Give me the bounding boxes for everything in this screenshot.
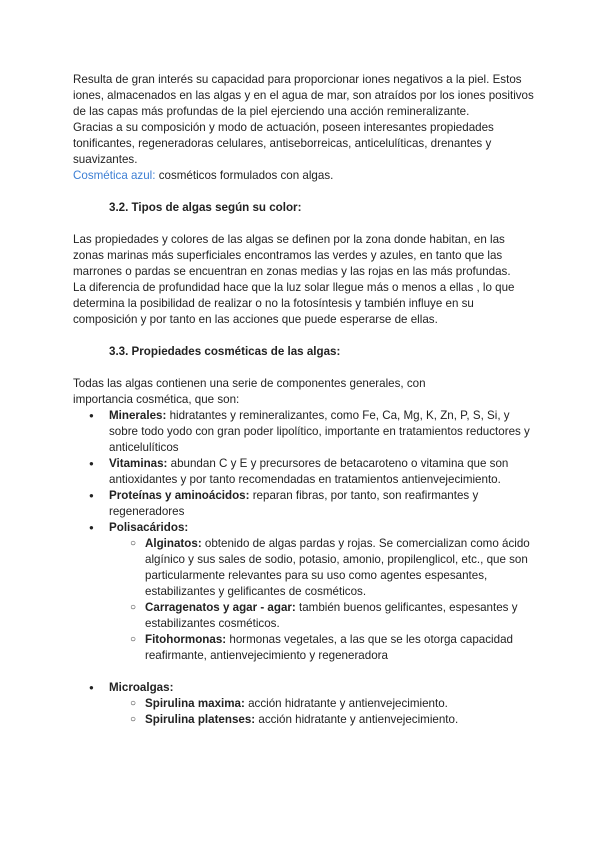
intro-paragraph-3 (73, 168, 535, 184)
section-3-2-paragraph-1: Las propiedades y colores de las algas se definen por la zona donde habitan, en las zonas marinas más superficiales encontramos las verdes y azules, en tanto que las marrones o pardas se encuentran en zonas medias y las rojas en las más profundas. (73, 233, 511, 278)
item-term: Carragenatos y agar - agar: (145, 601, 296, 614)
sublist-item-alginatos (109, 536, 535, 600)
item-term: Alginatos: (145, 537, 202, 550)
sublist-item-carragenatos (109, 600, 535, 632)
sublist-item-spirulina-maxima (109, 696, 535, 712)
item-text: reparan fibras, por tanto, son reafirmantes y regeneradores (109, 489, 479, 518)
intro-paragraph-1: Resulta de gran interés su capacidad para proporcionar iones negativos a la piel. Estos iones, almacenados en las algas y en el agua de mar, son atraídos por los iones positivos de las capas más profundas de la piel ejerciendo una acción remineralizante. (73, 73, 534, 118)
item-term: Microalgas: (109, 681, 174, 694)
microalgas-list (73, 680, 535, 728)
cosmetica-azul-link[interactable]: Cosmética azul: (73, 169, 156, 182)
components-list (73, 408, 535, 664)
item-term: Fitohormonas: (145, 633, 227, 646)
item-term: Spirulina maxima: (145, 697, 245, 710)
list-item-polisacaridos (73, 520, 535, 664)
list-item-vitaminas (73, 456, 535, 488)
cosmetica-azul-text: cosméticos formulados con algas. (155, 169, 334, 182)
sublist-item-spirulina-platenses (109, 712, 535, 728)
polisacaridos-sublist (109, 536, 535, 664)
section-3-3-intro: Todas las algas contienen una serie de componentes generales, con importancia cosmética, que son: (73, 377, 426, 406)
item-text: obtenido de algas pardas y rojas. Se comercializan como ácido algínico y sus sales de sodio, potasio, amonio, propilenglicol, etc., que son particularmente relevantes para su uso como agentes espesantes, estabilizantes y gelificantes de cosméticos. (145, 537, 530, 598)
item-term: Proteínas y aminoácidos: (109, 489, 250, 502)
section-3-3-heading: 3.3. Propiedades cosméticas de las algas: (109, 345, 341, 358)
intro-paragraph-2: Gracias a su composición y modo de actuación, poseen interesantes propiedades tonificantes, regeneradoras celulares, antiseborreicas, anticelulíticas, drenantes y suavizantes. (73, 121, 494, 166)
item-term: Polisacáridos: (109, 521, 189, 534)
item-term: Spirulina platenses: (145, 713, 256, 726)
list-item-microalgas (73, 680, 535, 728)
item-text: acción hidratante y antienvejecimiento. (244, 697, 448, 710)
item-term: Vitaminas: (109, 457, 168, 470)
list-item-proteinas (73, 488, 535, 520)
section-3-2-paragraph-2: La diferencia de profundidad hace que la luz solar llegue más o menos a ellas , lo que determina la posibilidad de realizar o no la fotosíntesis y también influye en su composición y por tanto en las acciones que puede esperarse de ellas. (73, 281, 515, 326)
section-3-2-heading: 3.2. Tipos de algas según su color: (109, 201, 302, 214)
microalgas-sublist (109, 696, 535, 728)
item-text: hidratantes y remineralizantes, como Fe, Ca, Mg, K, Zn, P, S, Si, y sobre todo yodo con gran poder lipolítico, importante en tratamientos reductores y anticelulíticos (109, 409, 530, 454)
item-text: también buenos gelificantes, espesantes y estabilizantes cosméticos. (145, 601, 518, 630)
sublist-item-fitohormonas (109, 632, 535, 664)
document-page (73, 72, 535, 728)
item-text: abundan C y E y precursores de betacaroteno o vitamina que son antioxidantes y por tanto recomendadas en tratamientos antienvejecimiento. (109, 457, 509, 486)
item-text: hormonas vegetales, a las que se les otorga capacidad reafirmante, antienvejecimiento y regeneradora (145, 633, 513, 662)
item-term: Minerales: (109, 409, 167, 422)
item-text: acción hidratante y antienvejecimiento. (255, 713, 459, 726)
list-item-minerales (73, 408, 535, 456)
